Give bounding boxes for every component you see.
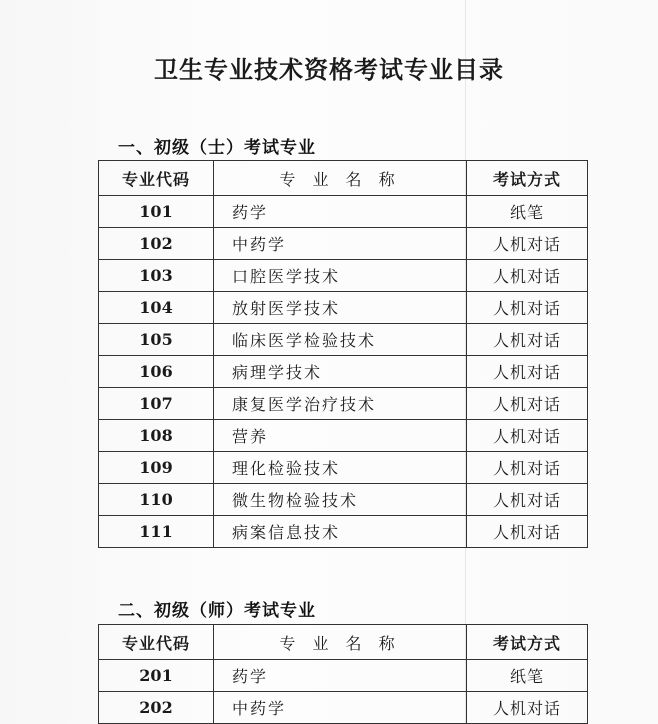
table-row [99,692,588,724]
table-header-row [99,625,588,660]
table-row [99,516,588,548]
cell-name: 中药学 [214,228,467,260]
table-row [99,420,588,452]
table-row [99,356,588,388]
cell-name: 放射医学技术 [214,292,467,324]
cell-code: 108 [99,420,214,452]
cell-method: 纸笔 [467,196,588,228]
section-heading-junior-shi-practitioner: 二、初级（师）考试专业 [118,601,316,621]
cell-name: 中药学 [214,692,467,724]
column-header-code: 专业代码 [99,625,214,660]
column-header-name: 专 业 名 称 [214,161,467,196]
cell-code: 110 [99,484,214,516]
cell-name: 营养 [214,420,467,452]
cell-code: 106 [99,356,214,388]
table-row [99,484,588,516]
cell-method: 人机对话 [467,324,588,356]
table-row [99,260,588,292]
cell-name: 临床医学检验技术 [214,324,467,356]
cell-code: 111 [99,516,214,548]
cell-method: 纸笔 [467,660,588,692]
cell-name: 病理学技术 [214,356,467,388]
table-row [99,196,588,228]
cell-method: 人机对话 [467,420,588,452]
cell-name: 理化检验技术 [214,452,467,484]
cell-code: 107 [99,388,214,420]
table-row [99,452,588,484]
cell-method: 人机对话 [467,452,588,484]
cell-name: 病案信息技术 [214,516,467,548]
table-row [99,228,588,260]
cell-method: 人机对话 [467,292,588,324]
cell-method: 人机对话 [467,356,588,388]
column-header-method: 考试方式 [467,625,588,660]
table-row [99,388,588,420]
column-header-method: 考试方式 [467,161,588,196]
section-heading-junior-shi: 一、初级（士）考试专业 [118,138,316,158]
cell-code: 105 [99,324,214,356]
cell-method: 人机对话 [467,516,588,548]
cell-method: 人机对话 [467,228,588,260]
cell-name: 口腔医学技术 [214,260,467,292]
cell-code: 109 [99,452,214,484]
cell-code: 103 [99,260,214,292]
specialty-table-junior-shi [98,160,588,548]
cell-name: 康复医学治疗技术 [214,388,467,420]
cell-name: 药学 [214,660,467,692]
column-header-name: 专 业 名 称 [214,625,467,660]
column-header-code: 专业代码 [99,161,214,196]
cell-code: 202 [99,692,214,724]
cell-code: 201 [99,660,214,692]
cell-method: 人机对话 [467,484,588,516]
document-title: 卫生专业技术资格考试专业目录 [154,55,504,84]
cell-name: 微生物检验技术 [214,484,467,516]
cell-code: 101 [99,196,214,228]
table-row [99,292,588,324]
cell-method: 人机对话 [467,388,588,420]
cell-code: 104 [99,292,214,324]
cell-method: 人机对话 [467,260,588,292]
cell-name: 药学 [214,196,467,228]
table-row [99,324,588,356]
cell-code: 102 [99,228,214,260]
table-row [99,660,588,692]
table-header-row [99,161,588,196]
cell-method: 人机对话 [467,692,588,724]
specialty-table-junior-practitioner [98,624,588,724]
